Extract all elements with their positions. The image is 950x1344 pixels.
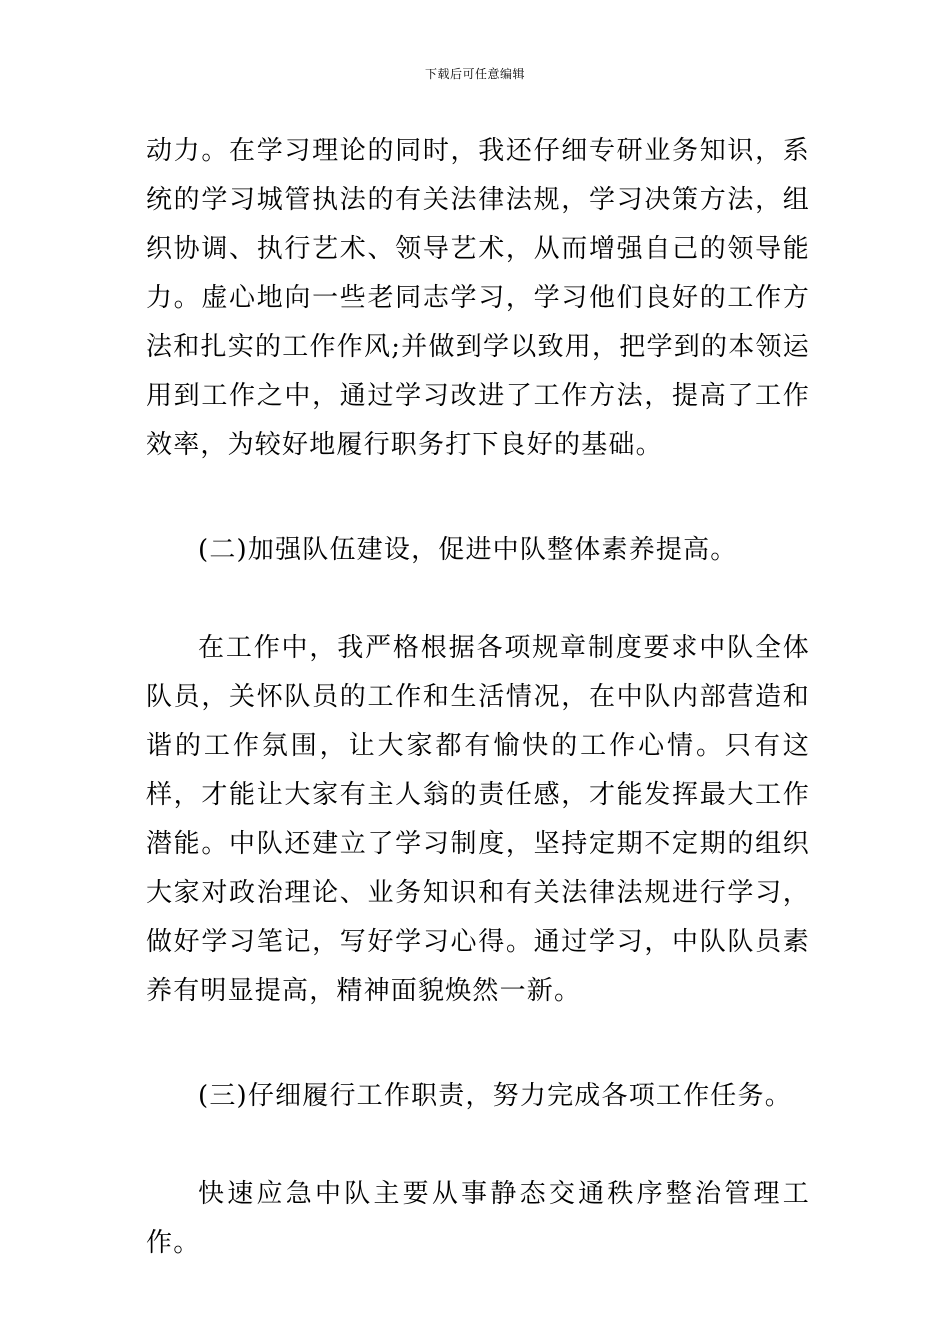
paragraph-2 bbox=[146, 624, 810, 1016]
heading-text: (二)加强队伍建设，促进中队整体素养提高。 bbox=[198, 535, 738, 565]
paragraph-3 bbox=[146, 1170, 810, 1268]
paragraph-text: 快速应急中队主要从事静态交通秩序整治管理工作。 bbox=[146, 1179, 810, 1258]
section-heading-3 bbox=[146, 1072, 810, 1121]
paragraph-1 bbox=[146, 127, 810, 470]
heading-text: (三)仔细履行工作职责，努力完成各项工作任务。 bbox=[198, 1081, 792, 1111]
section-heading-2 bbox=[146, 526, 810, 575]
paragraph-text: 动力。在学习理论的同时，我还仔细专研业务知识，系统的学习城管执法的有关法律法规，学习决策方法，组织协调、执行艺术、领导艺术，从而增强自己的领导能力。虚心地向一些老同志学习，学习他们良好的工作方法和扎实的工作作风;并做到学以致用，把学到的本领运用到工作之中，通过学习改进了工作方法，提高了工作效率，为较好地履行职务打下良好的基础。 bbox=[146, 136, 810, 460]
page-header: 下载后可任意编辑 bbox=[424, 67, 525, 81]
paragraph-text: 在工作中，我严格根据各项规章制度要求中队全体队员，关怀队员的工作和生活情况，在中队内部营造和谐的工作氛围，让大家都有愉快的工作心情。只有这样，才能让大家有主人翁的责任感，才能发挥最大工作潜能。中队还建立了学习制度，坚持定期不定期的组织大家对政治理论、业务知识和有关法律法规进行学习，做好学习笔记，写好学习心得。通过学习，中队队员素养有明显提高，精神面貌焕然一新。 bbox=[146, 633, 810, 1006]
